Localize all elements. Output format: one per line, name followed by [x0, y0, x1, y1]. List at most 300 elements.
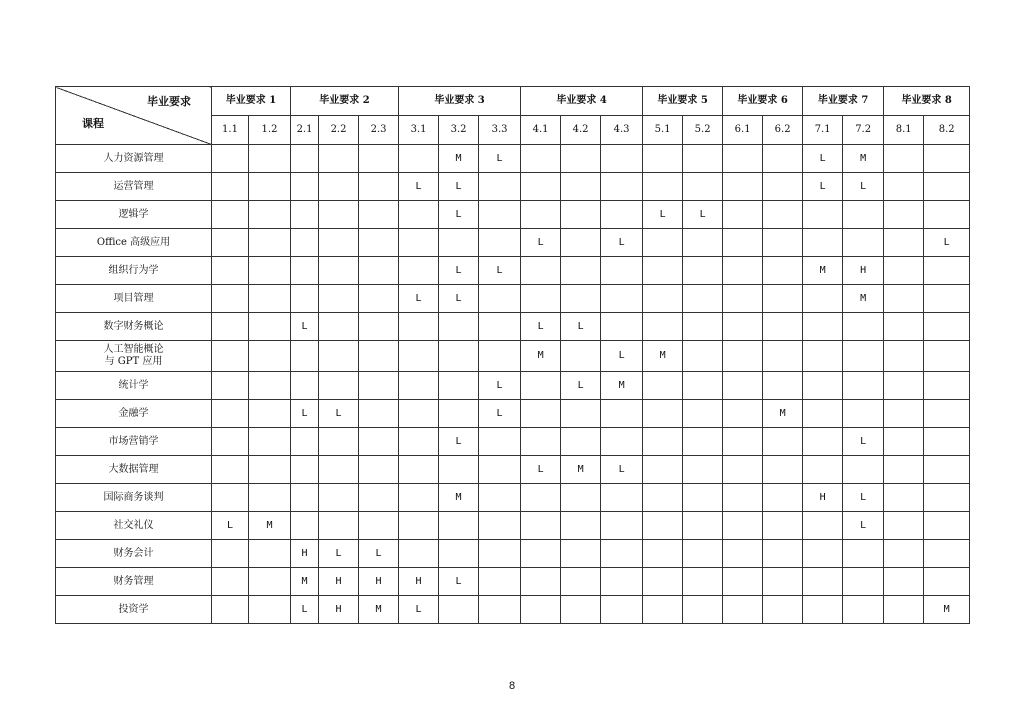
support-level-cell — [924, 428, 970, 456]
support-level-cell — [643, 285, 683, 313]
support-level-cell — [643, 372, 683, 400]
support-level-cell — [479, 484, 521, 512]
support-level-cell — [249, 484, 291, 512]
support-level-cell — [399, 456, 439, 484]
support-level-cell — [643, 257, 683, 285]
support-level-cell — [723, 229, 763, 257]
support-level-cell — [291, 372, 319, 400]
support-level-cell — [843, 456, 884, 484]
support-level-cell — [359, 257, 399, 285]
sub-requirement-header: 1.1 — [212, 116, 249, 145]
support-level-cell — [521, 540, 561, 568]
course-row — [56, 341, 970, 372]
sub-requirement-header: 2.3 — [359, 116, 399, 145]
support-level-cell — [212, 257, 249, 285]
support-level-cell — [319, 145, 359, 173]
requirement-header: 毕业要求 6 — [723, 87, 803, 116]
support-level-cell — [359, 484, 399, 512]
support-level-cell — [803, 428, 843, 456]
support-level-cell — [439, 341, 479, 372]
support-level-cell: L — [843, 484, 884, 512]
support-level-cell — [479, 313, 521, 341]
support-level-cell — [884, 229, 924, 257]
course-name: Office 高级应用 — [56, 229, 212, 257]
support-level-cell: H — [291, 540, 319, 568]
course-name: 财务管理 — [56, 568, 212, 596]
support-level-cell — [291, 512, 319, 540]
support-level-cell — [249, 372, 291, 400]
support-level-cell — [291, 484, 319, 512]
support-level-cell — [884, 428, 924, 456]
support-level-cell — [843, 229, 884, 257]
support-level-cell — [601, 201, 643, 229]
support-level-cell — [561, 145, 601, 173]
support-level-cell — [643, 568, 683, 596]
support-level-cell — [249, 596, 291, 624]
support-level-cell — [683, 400, 723, 428]
support-level-cell: L — [601, 229, 643, 257]
support-level-cell — [359, 313, 399, 341]
support-level-cell: H — [319, 596, 359, 624]
support-level-cell — [803, 456, 843, 484]
support-level-cell — [601, 173, 643, 201]
support-level-cell — [601, 596, 643, 624]
support-level-cell — [561, 568, 601, 596]
support-level-cell — [884, 201, 924, 229]
support-level-cell — [291, 173, 319, 201]
support-level-cell — [212, 568, 249, 596]
support-level-cell: M — [643, 341, 683, 372]
support-level-cell: M — [521, 341, 561, 372]
support-level-cell: L — [479, 372, 521, 400]
support-level-cell — [212, 341, 249, 372]
support-level-cell — [683, 512, 723, 540]
support-level-cell — [561, 201, 601, 229]
support-level-cell — [479, 201, 521, 229]
requirement-header: 毕业要求 1 — [212, 87, 291, 116]
support-level-cell — [723, 568, 763, 596]
support-level-cell — [924, 173, 970, 201]
support-level-cell — [479, 428, 521, 456]
course-row — [56, 596, 970, 624]
course-row — [56, 540, 970, 568]
support-level-cell — [884, 484, 924, 512]
support-level-cell — [643, 456, 683, 484]
support-level-cell — [803, 285, 843, 313]
support-level-cell — [723, 341, 763, 372]
support-level-cell — [521, 145, 561, 173]
support-level-cell — [843, 372, 884, 400]
support-level-cell — [249, 201, 291, 229]
matrix-body — [56, 87, 970, 624]
support-level-cell — [763, 201, 803, 229]
support-level-cell — [561, 285, 601, 313]
support-level-cell — [924, 568, 970, 596]
requirement-header: 毕业要求 5 — [643, 87, 723, 116]
support-level-cell — [561, 341, 601, 372]
support-level-cell — [399, 229, 439, 257]
support-level-cell — [843, 341, 884, 372]
support-level-cell — [843, 540, 884, 568]
support-level-cell — [359, 173, 399, 201]
support-level-cell — [249, 257, 291, 285]
support-level-cell — [924, 540, 970, 568]
support-level-cell — [884, 596, 924, 624]
sub-requirement-header: 3.2 — [439, 116, 479, 145]
course-name: 社交礼仪 — [56, 512, 212, 540]
support-level-cell — [884, 456, 924, 484]
support-level-cell — [601, 484, 643, 512]
support-level-cell: L — [212, 512, 249, 540]
support-level-cell — [399, 428, 439, 456]
support-level-cell — [763, 428, 803, 456]
support-level-cell: M — [843, 285, 884, 313]
sub-requirement-header: 4.3 — [601, 116, 643, 145]
support-level-cell: H — [319, 568, 359, 596]
support-level-cell — [924, 145, 970, 173]
support-level-cell — [924, 456, 970, 484]
support-level-cell — [479, 341, 521, 372]
course-row — [56, 201, 970, 229]
support-level-cell — [723, 540, 763, 568]
support-level-cell — [803, 201, 843, 229]
support-level-cell — [884, 341, 924, 372]
support-level-cell — [884, 145, 924, 173]
course-row — [56, 285, 970, 313]
support-level-cell: M — [843, 145, 884, 173]
support-level-cell: L — [479, 145, 521, 173]
support-level-cell — [212, 173, 249, 201]
support-level-cell — [319, 341, 359, 372]
support-level-cell: L — [439, 257, 479, 285]
support-level-cell — [319, 285, 359, 313]
support-level-cell — [843, 201, 884, 229]
support-level-cell: L — [521, 313, 561, 341]
support-level-cell — [643, 313, 683, 341]
support-level-cell — [723, 201, 763, 229]
support-level-cell: H — [843, 257, 884, 285]
support-level-cell — [479, 540, 521, 568]
support-level-cell — [521, 285, 561, 313]
support-level-cell — [212, 285, 249, 313]
support-level-cell — [561, 596, 601, 624]
support-level-cell: M — [561, 456, 601, 484]
support-level-cell — [803, 540, 843, 568]
support-level-cell: M — [924, 596, 970, 624]
support-level-cell — [843, 313, 884, 341]
support-level-cell — [924, 512, 970, 540]
support-level-cell — [683, 173, 723, 201]
support-level-cell — [803, 372, 843, 400]
support-level-cell — [561, 484, 601, 512]
support-level-cell — [884, 285, 924, 313]
support-level-cell — [723, 173, 763, 201]
course-name: 统计学 — [56, 372, 212, 400]
sub-requirement-header: 2.1 — [291, 116, 319, 145]
sub-requirement-header: 3.3 — [479, 116, 521, 145]
support-level-cell — [399, 257, 439, 285]
support-level-cell — [803, 400, 843, 428]
support-level-cell: L — [803, 173, 843, 201]
support-level-cell — [763, 341, 803, 372]
support-level-cell — [803, 512, 843, 540]
support-level-cell — [683, 229, 723, 257]
support-level-cell — [763, 229, 803, 257]
support-level-cell — [561, 428, 601, 456]
course-name: 运营管理 — [56, 173, 212, 201]
sub-requirement-header: 4.1 — [521, 116, 561, 145]
support-level-cell — [291, 201, 319, 229]
sub-requirement-header: 6.1 — [723, 116, 763, 145]
support-level-cell: L — [924, 229, 970, 257]
support-level-cell — [479, 596, 521, 624]
support-level-cell — [249, 229, 291, 257]
support-level-cell — [439, 372, 479, 400]
support-level-cell — [479, 285, 521, 313]
support-level-cell — [212, 428, 249, 456]
support-level-cell — [399, 400, 439, 428]
support-level-cell — [249, 341, 291, 372]
support-level-cell — [399, 372, 439, 400]
course-row — [56, 456, 970, 484]
support-level-cell — [763, 313, 803, 341]
support-level-cell — [723, 257, 763, 285]
page-number: 8 — [508, 680, 516, 692]
support-level-cell: L — [291, 313, 319, 341]
support-level-cell — [884, 400, 924, 428]
support-level-cell — [319, 257, 359, 285]
support-level-cell — [359, 372, 399, 400]
sub-requirement-header: 5.1 — [643, 116, 683, 145]
support-level-cell — [884, 512, 924, 540]
support-level-cell — [601, 568, 643, 596]
support-level-cell — [212, 596, 249, 624]
support-level-cell — [803, 229, 843, 257]
support-level-cell: L — [803, 145, 843, 173]
support-level-cell — [683, 145, 723, 173]
support-level-cell — [212, 201, 249, 229]
support-level-cell — [521, 428, 561, 456]
support-level-cell — [319, 372, 359, 400]
course-name: 大数据管理 — [56, 456, 212, 484]
support-level-cell: L — [561, 372, 601, 400]
support-level-cell — [843, 400, 884, 428]
support-level-cell — [763, 257, 803, 285]
requirement-header: 毕业要求 8 — [884, 87, 970, 116]
corner-course-label: 课程 — [82, 117, 104, 130]
support-level-cell — [479, 512, 521, 540]
support-level-cell: L — [439, 173, 479, 201]
support-level-cell — [359, 229, 399, 257]
support-level-cell — [319, 313, 359, 341]
support-level-cell — [521, 173, 561, 201]
support-level-cell — [319, 229, 359, 257]
support-level-cell — [479, 229, 521, 257]
course-name: 投资学 — [56, 596, 212, 624]
course-name: 逻辑学 — [56, 201, 212, 229]
support-level-cell — [723, 428, 763, 456]
course-name: 金融学 — [56, 400, 212, 428]
support-level-cell — [763, 285, 803, 313]
support-level-cell: L — [439, 568, 479, 596]
course-name: 人工智能概论 与 GPT 应用 — [56, 341, 212, 372]
sub-requirement-header: 7.1 — [803, 116, 843, 145]
support-level-cell — [359, 512, 399, 540]
support-level-cell: H — [803, 484, 843, 512]
support-level-cell: L — [843, 512, 884, 540]
support-level-cell — [521, 596, 561, 624]
support-level-cell: M — [359, 596, 399, 624]
requirement-header: 毕业要求 2 — [291, 87, 399, 116]
support-level-cell — [399, 540, 439, 568]
support-level-cell — [212, 229, 249, 257]
support-level-cell: L — [319, 400, 359, 428]
support-level-cell — [291, 428, 319, 456]
support-level-cell — [643, 173, 683, 201]
course-name: 市场营销学 — [56, 428, 212, 456]
support-level-cell: L — [601, 456, 643, 484]
course-name: 财务会计 — [56, 540, 212, 568]
support-level-cell — [359, 456, 399, 484]
support-level-cell — [924, 257, 970, 285]
support-level-cell: L — [439, 428, 479, 456]
support-level-cell — [249, 285, 291, 313]
support-level-cell — [723, 400, 763, 428]
support-level-cell — [683, 372, 723, 400]
course-row — [56, 229, 970, 257]
support-level-cell — [399, 201, 439, 229]
support-level-cell — [291, 285, 319, 313]
support-level-cell: M — [803, 257, 843, 285]
support-level-cell: M — [439, 145, 479, 173]
support-level-cell: L — [843, 173, 884, 201]
support-level-cell — [521, 257, 561, 285]
sub-requirement-header: 6.2 — [763, 116, 803, 145]
requirement-header: 毕业要求 3 — [399, 87, 521, 116]
course-name: 组织行为学 — [56, 257, 212, 285]
support-level-cell — [561, 400, 601, 428]
course-row — [56, 400, 970, 428]
support-level-cell — [924, 313, 970, 341]
course-row — [56, 313, 970, 341]
support-level-cell — [723, 456, 763, 484]
support-level-cell — [803, 596, 843, 624]
support-level-cell — [601, 400, 643, 428]
support-level-cell — [723, 372, 763, 400]
support-level-cell — [359, 341, 399, 372]
support-level-cell — [643, 428, 683, 456]
support-level-cell — [843, 568, 884, 596]
requirement-header: 毕业要求 7 — [803, 87, 884, 116]
support-level-cell — [683, 596, 723, 624]
support-level-cell — [319, 201, 359, 229]
sub-requirement-header: 5.2 — [683, 116, 723, 145]
support-level-cell — [359, 428, 399, 456]
support-level-cell — [212, 540, 249, 568]
support-level-cell — [884, 540, 924, 568]
support-level-cell — [884, 372, 924, 400]
support-level-cell — [439, 400, 479, 428]
support-level-cell: M — [249, 512, 291, 540]
support-level-cell — [763, 173, 803, 201]
support-level-cell — [521, 372, 561, 400]
support-level-cell — [249, 313, 291, 341]
support-level-cell: L — [399, 173, 439, 201]
support-level-cell — [924, 285, 970, 313]
course-row — [56, 257, 970, 285]
support-level-cell — [479, 568, 521, 596]
support-level-cell — [561, 229, 601, 257]
support-level-cell: H — [359, 568, 399, 596]
support-level-cell — [479, 456, 521, 484]
support-level-cell — [319, 512, 359, 540]
support-level-cell — [359, 400, 399, 428]
course-row — [56, 484, 970, 512]
support-level-cell — [521, 400, 561, 428]
support-level-cell — [803, 341, 843, 372]
support-level-cell — [843, 596, 884, 624]
support-level-cell: L — [479, 400, 521, 428]
support-level-cell: L — [439, 201, 479, 229]
support-level-cell — [683, 285, 723, 313]
support-level-cell — [212, 372, 249, 400]
support-level-cell: H — [399, 568, 439, 596]
sub-requirement-header: 8.1 — [884, 116, 924, 145]
support-level-cell — [683, 540, 723, 568]
support-level-cell — [212, 313, 249, 341]
support-level-cell — [601, 257, 643, 285]
support-level-cell — [249, 173, 291, 201]
support-level-cell — [723, 596, 763, 624]
support-level-cell: M — [439, 484, 479, 512]
support-level-cell — [643, 484, 683, 512]
course-row — [56, 512, 970, 540]
support-level-cell: L — [359, 540, 399, 568]
support-level-cell: L — [399, 285, 439, 313]
course-row — [56, 173, 970, 201]
sub-requirement-header: 3.1 — [399, 116, 439, 145]
support-level-cell: L — [683, 201, 723, 229]
support-level-cell — [212, 400, 249, 428]
requirement-header: 毕业要求 4 — [521, 87, 643, 116]
support-level-cell — [291, 456, 319, 484]
support-level-cell — [249, 456, 291, 484]
support-level-cell — [561, 540, 601, 568]
support-level-cell — [439, 456, 479, 484]
course-requirement-matrix — [55, 86, 970, 624]
support-level-cell — [249, 145, 291, 173]
support-level-cell — [249, 568, 291, 596]
support-level-cell — [643, 512, 683, 540]
support-level-cell — [521, 568, 561, 596]
sub-requirement-header: 1.2 — [249, 116, 291, 145]
support-level-cell — [763, 372, 803, 400]
support-level-cell — [601, 540, 643, 568]
support-level-cell — [561, 257, 601, 285]
support-level-cell: L — [439, 285, 479, 313]
support-level-cell — [399, 145, 439, 173]
support-level-cell — [723, 484, 763, 512]
sub-requirement-header: 7.2 — [843, 116, 884, 145]
support-level-cell — [643, 540, 683, 568]
corner-header-cell — [56, 87, 212, 145]
support-level-cell — [439, 229, 479, 257]
support-level-cell — [924, 341, 970, 372]
support-level-cell — [643, 596, 683, 624]
support-level-cell — [884, 173, 924, 201]
support-level-cell: L — [643, 201, 683, 229]
support-level-cell — [601, 313, 643, 341]
